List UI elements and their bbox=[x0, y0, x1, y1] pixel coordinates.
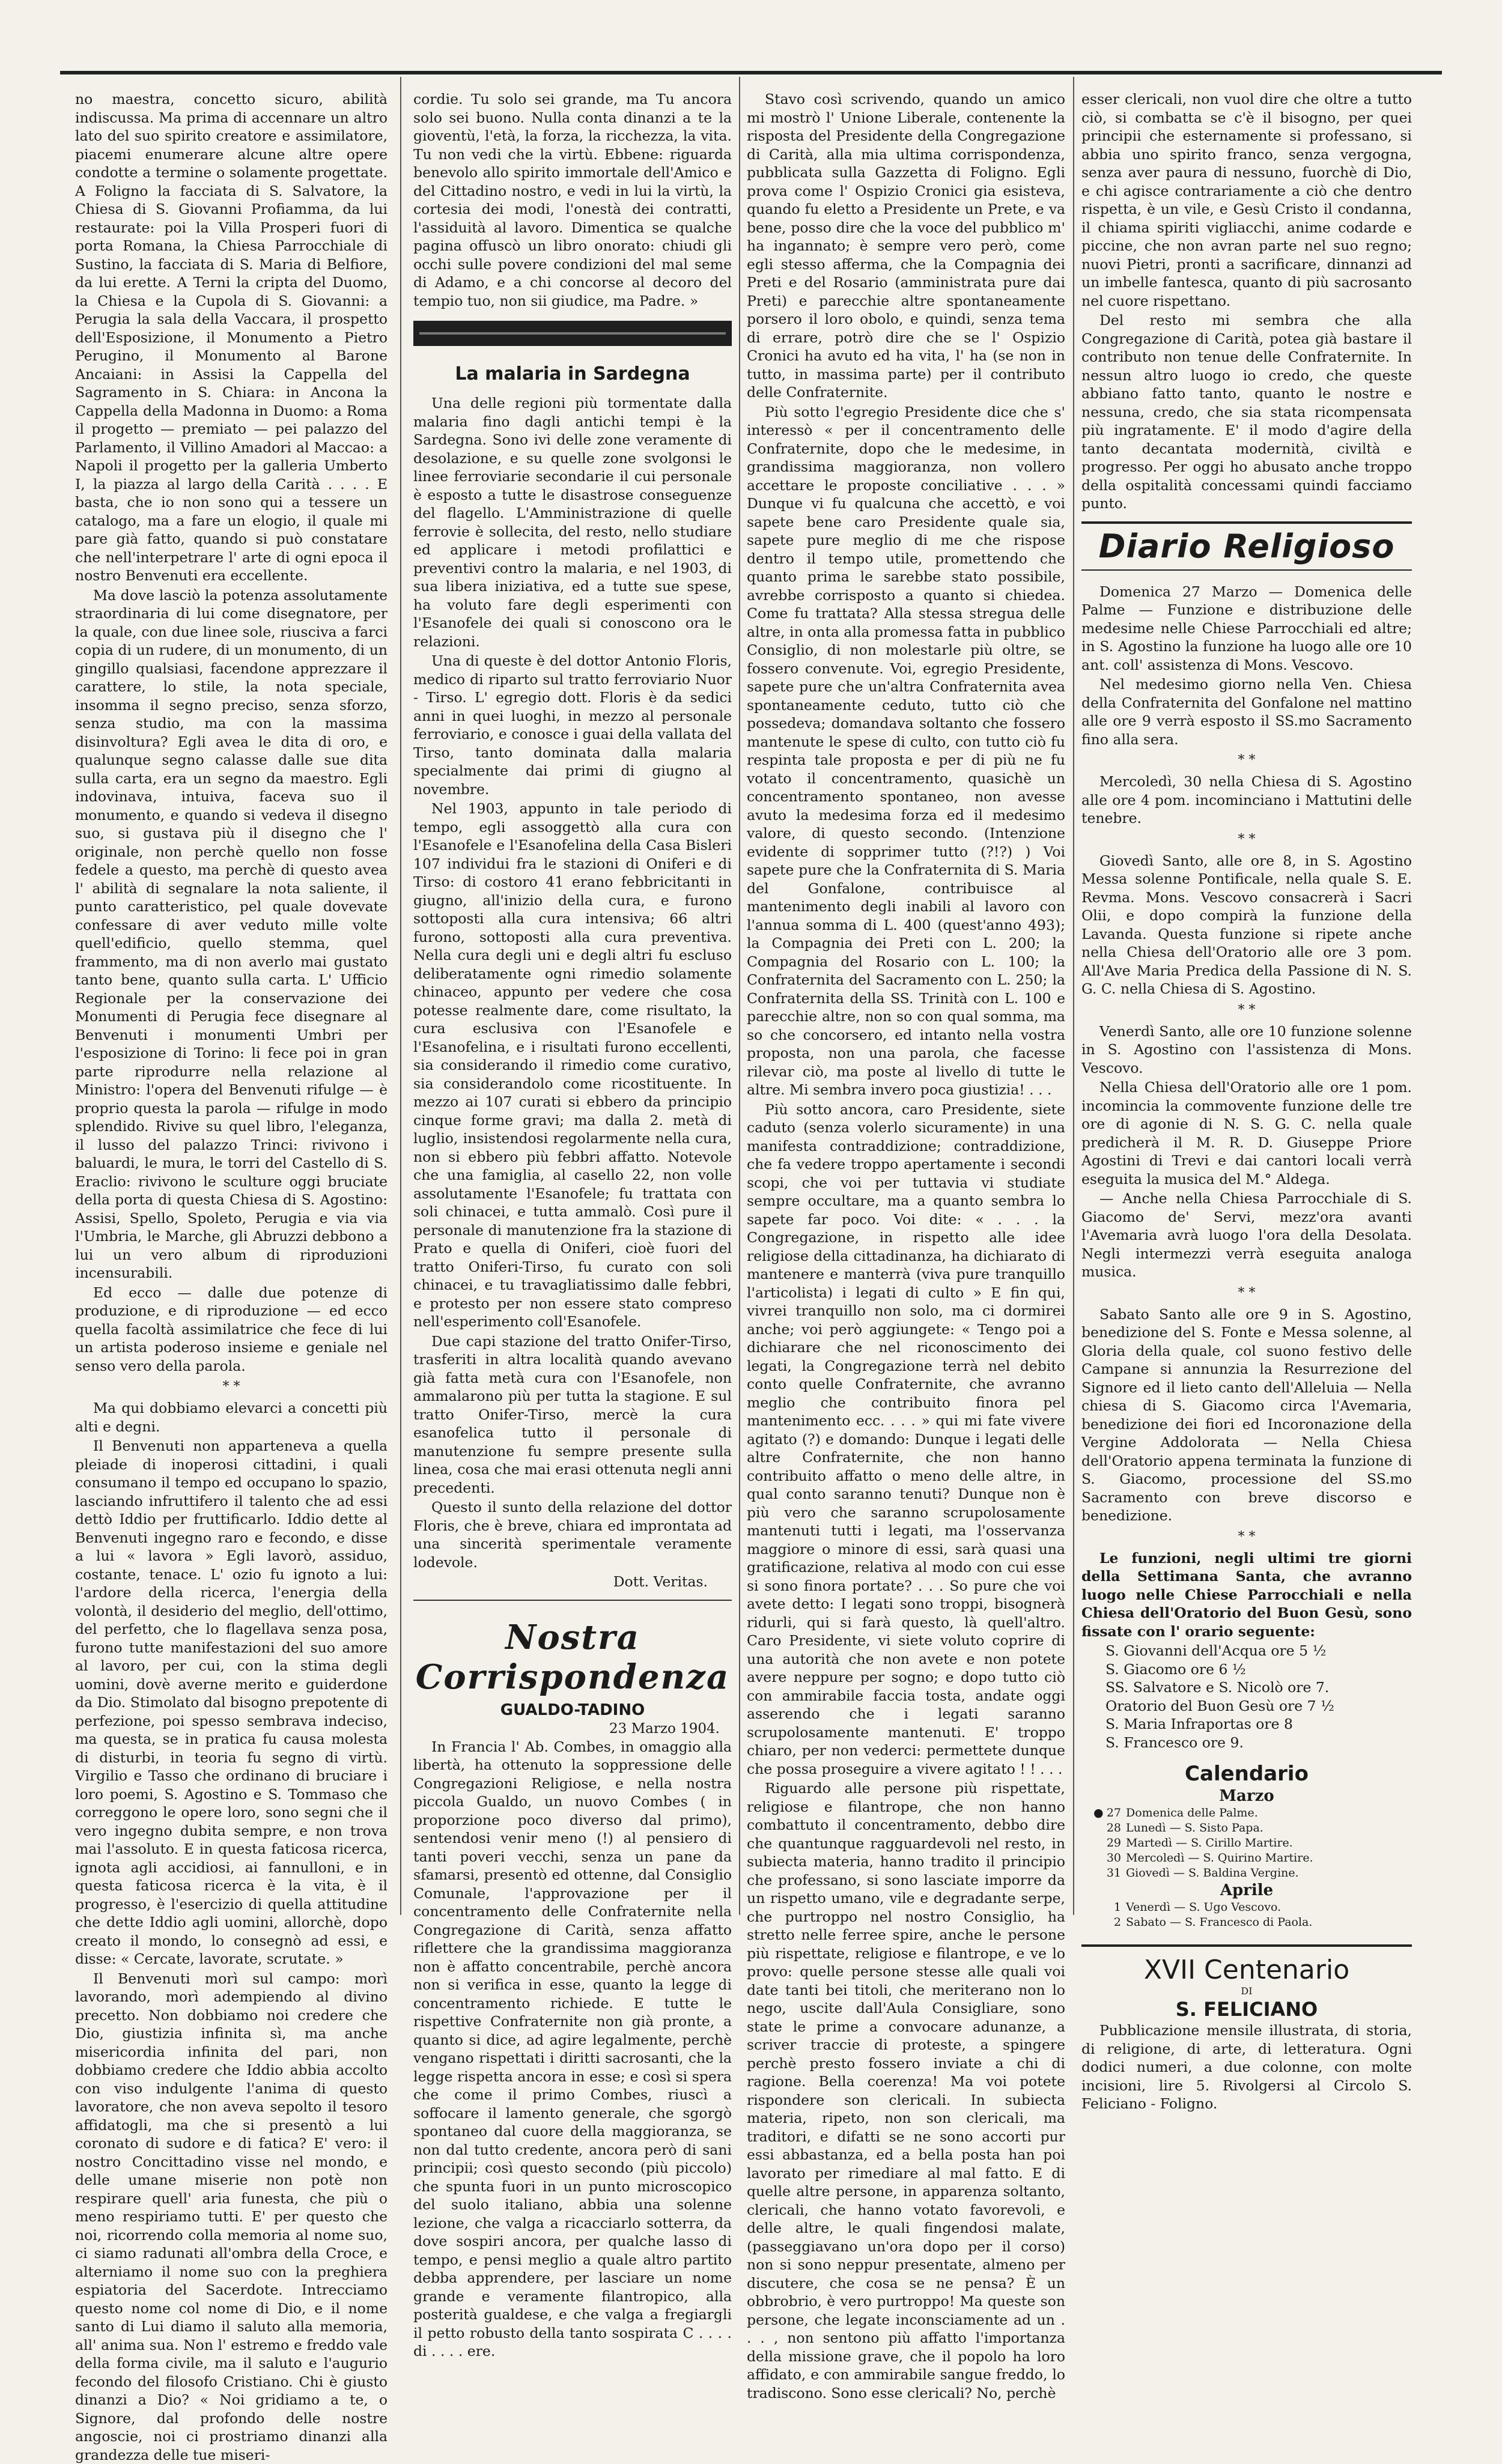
schedule-list bbox=[1081, 1642, 1412, 1752]
paragraph: Questo il sunto della relazione del dottor Floris, che è breve, chiara ed improntata ad una sincerità sperimentale veramente lodevole. bbox=[413, 1498, 732, 1571]
divider bbox=[413, 1600, 732, 1601]
section-separator: * * bbox=[1081, 1286, 1412, 1300]
dateline-place: GUALDO-TADINO bbox=[413, 1701, 732, 1720]
list-item: SS. Salvatore e S. Nicolò ore 7. bbox=[1105, 1678, 1412, 1697]
article-signature: Dott. Veritas. bbox=[413, 1573, 708, 1591]
list-item: 30 Mercoledì — S. Quirino Martire. bbox=[1093, 1851, 1412, 1866]
section-title: Nostra Corrispondenza bbox=[413, 1618, 732, 1697]
paragraph: Il Benvenuti morì sul campo: morì lavorando, morì adempiendo al divino precetto. Non dobbiamo noi credere che Dio, giustizia infinita sì, ma anche misericordia infinita del pari, non dobbiamo credere che Iddio abbia accolto con viso indulgente l'anima di questo lavoratore, che non aveva sepolto il tesoro affidatogli, ma che si presentò a lui coronato di sudore e di fatica? E' vero: il nostro Concittadino visse nel mondo, e delle umane miserie non potè non respirare quell' aria funesta, che più o meno respiriamo tutti. E' per questo che noi, ricorrendo colla memoria al nome suo, ci siamo radunati all'ombra della Croce, e alterniamo il nome suo con la preghiera espiatoria del Sacerdote. Intrecciamo questo nome col nome di Dio, e il nome santo di Lui diamo il saluto alla memoria, all' anima sua. Non l' estremo e freddo vale della forma civile, ma il saluto e l'augurio fecondo del filosofo Cristiano. Chi è giusto dinanzi a Dio? « Noi gridiamo a te, o Signore, dal profondo delle nostre angoscie, noi ci prostriamo dinanzi alla grandezza delle tue miseri- bbox=[75, 1970, 388, 2464]
paragraph: Venerdì Santo, alle ore 10 funzione solenne in S. Agostino con l'assistenza di Mons. Vescovo. bbox=[1081, 1022, 1412, 1078]
moon-phase-icon: ● bbox=[1093, 1806, 1103, 1821]
paragraph: Del resto mi sembra che alla Congregazione di Carità, potea già bastare il contributo non tenue delle Confraternite. In nessun altro luogo io credo, che queste abbiano fatto tanto, quanto le nostre e nessuna, credo, che sia stata ricompensata più ingratamente. E' il modo d'agire della tanto decantata modernità, civiltà e progresso. Per oggi ho abusato anche troppo della ospitalità concessami quindi facciamo punto. bbox=[1081, 311, 1412, 513]
column-rule bbox=[739, 77, 740, 1915]
list-item: Oratorio del Buon Gesù ore 7 ½ bbox=[1105, 1697, 1412, 1716]
centenary-name: S. FELICIANO bbox=[1081, 1997, 1412, 2021]
column-2 bbox=[413, 90, 732, 1916]
paragraph: Mercoledì, 30 nella Chiesa di S. Agostino alle ore 4 pom. incominciano i Mattutini delle tenebre. bbox=[1081, 772, 1412, 828]
article-title: La malaria in Sardegna bbox=[413, 363, 732, 386]
list-item: 31 Giovedì — S. Baldina Vergine. bbox=[1093, 1866, 1412, 1881]
paragraph: — Anche nella Chiesa Parrocchiale di S. Giacomo de' Servi, mezz'ora avanti l'Avemaria avrà luogo l'ora della Desolata. Negli intermezzi verrà eseguita analoga musica. bbox=[1081, 1189, 1412, 1281]
paragraph: Giovedì Santo, alle ore 8, in S. Agostino Messa solenne Pontificale, nella quale S. E. Revma. Mons. Vescovo consacrerà i Sacri Olii, e dopo compirà la funzione della Lavanda. Questa funzione si ripete anche nella Chiesa dell'Oratorio alle ore 3 pom. All'Ave Maria Predica della Passione di N. S. G. C. nella Chiesa di S. Agostino. bbox=[1081, 852, 1412, 998]
centenary-di: DI bbox=[1081, 1985, 1412, 1997]
calendar-title: Calendario bbox=[1081, 1761, 1412, 1786]
list-item: 1 Venerdì — S. Ugo Vescovo. bbox=[1093, 1900, 1412, 1915]
paragraph: cordie. Tu solo sei grande, ma Tu ancora solo sei buono. Nulla conta dinanzi a te la gioventù, l'età, la forza, la ricchezza, la vita. Tu non vedi che la virtù. Ebbene: riguarda benevolo allo spirito immortale dell'Amico e del Cittadino nostro, e vedi in lui la virtù, la cortesia dei modi, l'onestà dei contratti, l'assiduità al lavoro. Dimentica se qualche pagina offuscò un libro onorato: chiudi gli occhi sulle povere condizioni del mal seme di Adamo, e a chi concorse al decoro del tempio tuo, non sii giudice, ma Padre. » bbox=[413, 90, 732, 310]
paragraph: Una di queste è del dottor Antonio Floris, medico di riparto sul tratto ferroviario Nuor - Tirso. L' egregio dott. Floris è da sedici anni in quei luoghi, in mezzo al personale ferroviario, e conosce i guai della vallata del Tirso, tanto dominata dalla malaria specialmente dai primi di giugno al novembre. bbox=[413, 652, 732, 798]
column-4 bbox=[1081, 90, 1412, 1916]
paragraph: Stavo così scrivendo, quando un amico mi mostrò l' Unione Liberale, contenente la risposta del Presidente della Congregazione di Carità, alla mia ultima corrispondenza, pubblicata sulla Gazzetta di Foligno. Egli prova come l' Ospizio Cronici gia esisteva, quando fu eletto a Presidente un Prete, e va bene, posso dire che la voce del pubblico m' ha ingannato; è sempre vero però, come egli stesso afferma, che la Compagnia dei Preti e del Rosario (amministrata pure dai Preti) e parecchie altre spontaneamente porsero il loro obolo, e quindi, senza tema di errare, potrò dire che se l' Ospizio Cronici ha avuto ed ha vita, l' ha (se non in tutto, in massima parte) per il contributo delle Confraternite. bbox=[747, 90, 1065, 402]
paragraph: Due capi stazione del tratto Onifer-Tirso, trasferiti in altra località quando avevano già fatta metà cura con l'Esanofele, non ammalarono più per tutta la stagione. E sul tratto Onifer-Tirso, mercè la cura esanofelica tutto il personale di manutenzione fu sempre presente sulla linea, cosa che mai erasi ottenuta negli anni precedenti. bbox=[413, 1332, 732, 1498]
list-item: S. Francesco ore 9. bbox=[1105, 1734, 1412, 1752]
section-separator: * * bbox=[75, 1380, 388, 1394]
paragraph: esser clericali, non vuol dire che oltre a tutto ciò, si combatta se c'è il bisogno, per quei principii che esternamente si professano, si abbia uno spirito franco, senza vergogna, senza aver paura di nessuno, fuorchè di Dio, e chi agisce contrariamente a ciò che dentro rispetta, è un vile, e Gesù Cristo il condanna, il chiama spiriti vigliacchi, anime codarde e piccine, che non avran parte nel suo regno; nuovi Pietri, pronti a sacrificare, dinnanzi ad un imbelle fantesca, quanto di più sacrosanto nel cuore rispettano. bbox=[1081, 90, 1412, 310]
list-item: S. Giovanni dell'Acqua ore 5 ½ bbox=[1105, 1642, 1412, 1660]
paragraph: no maestra, concetto sicuro, abilità indiscussa. Ma prima di accennare un altro lato del suo spirito creatore e assimilatore, piacemi enumerare alcune altre opere condotte a termine o solamente progettate. A Foligno la facciata di S. Salvatore, la Chiesa di S. Giovanni Profiamma, da lui restaurate: poi la Villa Prosperi fuori di porta Romana, la Chiesa Parrocchiale di Sustino, la facciata di S. Maria di Belfiore, da lui erette. A Terni la cripta del Duomo, la Chiesa e la Cupola di S. Giovanni: a Perugia la sala della Vaccara, il prospetto dell'Esposizione, il Monumento a Pietro Perugino, il Monumento al Barone Ancaiani: in Assisi la Cappella del Sagramento in S. Chiara: in Ancona la Cappella della Madonna in Duomo: a Roma il progetto — premiato — pei palazzo del Parlamento, il Villino Amadori al Maccao: a Napoli il progetto per la galleria Umberto I, la piazza al largo della Carità . . . . E basta, che io non sono qui a tessere un catalogo, ma a fare un elogio, il quale mi pare già fatto, quando si può constatare che nell'interpetrare l' arte di ogni epoca il nostro Benvenuti era eccellente. bbox=[75, 90, 388, 585]
section-title: Diario Religioso bbox=[1081, 521, 1412, 571]
paragraph: Sabato Santo alle ore 9 in S. Agostino, benedizione del S. Fonte e Messa solenne, al Gloria della quale, col suono festivo delle Campane si annunzia la Resurrezione del Signore ed il lieto canto dell'Alleluia — Nella chiesa di S. Giacomo circa l'Avemaria, benedizione dei fiori ed Incoronazione della Vergine Addolorata — Nella Chiesa dell'Oratorio appena terminata la funzione di S. Giacomo, processione del SS.mo Sacramento con breve discorso e benedizione. bbox=[1081, 1305, 1412, 1525]
calendar-list bbox=[1081, 1806, 1412, 1881]
paragraph: Nel medesimo giorno nella Ven. Chiesa della Confraternita del Gonfalone nel mattino alle ore 9 verrà esposto il SS.mo Sacramento fino alla sera. bbox=[1081, 675, 1412, 748]
paragraph: In Francia l' Ab. Combes, in omaggio alla libertà, ha ottenuto la soppressione delle Congregazioni Religiose, e nella nostra piccola Gualdo, un nuovo Combes ( in proporzione poco diverso dal primo), sentendosi venir meno (!) al pensiero di tanti poveri vecchi, senza un pane da sfamarsi, presentò ed ottenne, dal Consiglio Comunale, l'approvazione per il concentramento delle Confraternite nella Congregazione di Carità, senza affatto riflettere che la grandissima maggioranza non è affatto concentrabile, perchè ancora non si verifica in esse, quanto la legge di concentramento richiede. E tutte le rispettive Confraternite non già pronte, a quanto si dice, ad agire legalmente, perchè vengano rispettati i diritti sacrosanti, che la legge rispetta ancora in esse; e così si spera che come il primo Combes, riuscì a soffocare il lamento generale, che sgorgò spontaneo dal cuore della maggioranza, se non dal tutto credente, ancora però di sani principii; così questo secondo (più piccolo) che spunta fuori in un punto microscopico del suolo italiano, abbia una solenne lezione, che valga a ricacciarlo sotterra, da dove sospiri ancora, per qualche lasso di tempo, e pensi meglio a quale altro partito debba apprendere, per lasciare un nome grande e veramente filantropico, alla posterità gualdese, e che valga a fregiargli il petto robusto della tanto sospirata C . . . . di . . . . ere. bbox=[413, 1738, 732, 2361]
paragraph: Una delle regioni più tormentate dalla malaria fino dagli antichi tempi è la Sardegna. Sono ivi delle zone veramente di desolazione, e su quelle zone svolgonsi le linee ferroviarie secondarie il cui personale è esposto a tutte le disastrose conseguenze del flagello. L'Amministrazione di quelle ferrovie è sollecita, del resto, nello studiare ed applicare i metodi profilattici e preventivi contro la malaria, e nel 1903, di sua libera iniziativa, ed a tutte sue spese, ha voluto fare degli esperimenti con l'Esanofele dei quali si conoscono ora le relazioni. bbox=[413, 394, 732, 651]
paragraph: Ma qui dobbiamo elevarci a concetti più alti e degni. bbox=[75, 1399, 388, 1436]
calendar-list bbox=[1081, 1900, 1412, 1930]
paragraph: Ed ecco — dalle due potenze di produzione, e di riproduzione — ed ecco quella facoltà assimilatrice che fece di lui un artista poderoso insieme e geniale nel senso vero della parola. bbox=[75, 1284, 388, 1376]
list-item: 2 Sabato — S. Francesco di Paola. bbox=[1093, 1915, 1412, 1930]
list-item: S. Maria Infraportas ore 8 bbox=[1105, 1715, 1412, 1734]
paragraph: Più sotto ancora, caro Presidente, siete caduto (senza volerlo sicuramente) in una manifesta contraddizione; contraddizione, che fa vedere troppo apertamente i secondi scopi, che voi per tuttavia vi studiate sempre occultare, ma a quanto sembra lo sapete far poco. Voi dite: « . . . la Congregazione, in rispetto alle idee religiose della cittadinanza, ha dichiarato di mantenere e manterrà (viva pure tranquillo l'articolista) i legati di culto » E fin qui, vivrei tranquillo non solo, ma ci dormirei anche; voi però aggiungete: « Tengo poi a dichiarare che nel riconoscimento dei legati, la Congregazione terrà nel debito conto quelle Confraternite, che avranno meglio che contribuito finora pel mantenimento ecc. . . . » qui mi fate vivere agitato (?) e domando: Dunque i legati delle altre Confraternite, che non hanno contribuito affatto o meno delle altre, in qual conto saranno tenuti? Dunque non è più vero che saranno scrupolosamente mantenuti tutti i legati, ma l'osservanza maggiore o minore di essi, sarà quasi una gratificazione, relativa al modo con cui esse si sono finora portate? . . . So pure che voi avete detto: I legati sono troppi, bisognerà ridurli, qui si farà questo, là quell'altro. Caro Presidente, vi siete voluto coprire di una autorità che non avete e non potete avere neppure per sogno; e dopo tutto ciò con ammirabile faccia tosta, andate oggi asserendo che i legati saranno scrupolosamente mantenuti. E' troppo chiaro, per non vederci: permettete dunque che possa proseguire a vivere agitato ! ! . . . bbox=[747, 1100, 1065, 1779]
list-item: ● 27 Domenica delle Palme. bbox=[1093, 1806, 1412, 1821]
paragraph: Più sotto l'egregio Presidente dice che s' interessò « per il concentramento delle Confraternite, dopo che le medesime, in grandissima maggioranza, non vollero accettare le proposte conciliative . . . » Dunque vi fu qualcuna che accettò, e voi sapete bene caro Presidente quale sia, sapete pure meglio di me che rispose dentro il tempo utile, promettendo che quanto prima le sarebbe stato possibile, avrebbe corrisposto a quanto si chiedea. Come fu trattata? Alla stessa stregua delle altre, in onta alla promessa fatta in pubblico Consiglio, di non molestarle più oltre, se fossero convenute. Voi, egregio Presidente, sapete pure che un'altra Confraternita avea spontaneamente ceduto, tutto ciò che possedeva; domandava soltanto che fossero mantenute le spese di culto, con tutto ciò fu respinta tale proposta e per di più ne fu votato il concentramento, quasichè un concentramento spontaneo, non avesse avuto la medesima forza ed il medesimo valore, di questo secondo. (Intenzione evidente di sopprimer tutto (?!?) ) Voi sapete pure che la Confraternita di S. Maria del Gonfalone, contribuisce al mantenimento degli inabili al lavoro con l'annua somma di L. 400 (quest'anno 493); la Compagnia dei Preti con L. 200; la Compagnia del Rosario con L. 100; la Confraternita del Sacramento con L. 250; la Confraternita della SS. Trinità con L. 100 e parecchie altre, non so con qual somma, ma so che concorsero, ed intanto nella vostra proposta, non una parola, che facesse rilevar ciò, ma poste al livello di tutte le altre. Mi sembra invero poca giustizia! . . . bbox=[747, 403, 1065, 1099]
paragraph: Riguardo alle persone più rispettate, religiose e filantrope, che non hanno combattuto il concentramento, debbo dire che quantunque ragguardevoli nel resto, in subiecta materia, hanno tradito il principio che professano, si sono lasciate imporre da un rispetto umano, vile e degradante serpe, che purtroppo nel nostro Consiglio, ha stretto nelle ferree spire, anche le persone più rispettate, religiose e filantrope, e ve lo provo: quelle persone stesse alle quali voi date tanti bei titoli, che meriterano non lo nego, uscite dall'Aula Consigliare, sono state le prime a convocare adunanze, a scriver traccie di proteste, a spingere perchè presto fossero inviate a chi di ragione. Bella coerenza! Ma voi potete rispondere son clericali. In subiecta materia, ripeto, non son clericali, ma traditori, e difatti se ne sono accorti pur essi abbastanza, ed a bella posta han poi lavorato per rimediare al mal fatto. E di quelle altre persone, in apparenza soltanto, clericali, che hanno votato favorevoli, e delle altre, le quali fingendosi malate, (passeggiavano un'ora dopo per il corso) non si sono neppur presentate, almeno per discutere, che cosa se ne pensa? È un obbrobrio, è vero purtroppo! Ma queste son persone, che legate inconsciamente ad un . . . , non sentono più affatto l'importanza della missione grave, che il popolo ha loro affidato, e con ammirabile sangue freddo, lo tradiscono. Sono esse clericali? No, perchè bbox=[747, 1779, 1065, 2402]
decorative-banner bbox=[413, 321, 732, 346]
centenary-title: XVII Centenario bbox=[1081, 1944, 1412, 1985]
column-rule bbox=[400, 77, 401, 1915]
section-separator: * * bbox=[1081, 753, 1412, 768]
section-separator: * * bbox=[1081, 1003, 1412, 1018]
month-label: Marzo bbox=[1081, 1786, 1412, 1806]
top-rule bbox=[60, 71, 1442, 74]
column-3 bbox=[747, 90, 1065, 1916]
section-separator: * * bbox=[1081, 1530, 1412, 1544]
month-label: Aprile bbox=[1081, 1881, 1412, 1900]
section-separator: * * bbox=[1081, 833, 1412, 847]
list-item: S. Giacomo ore 6 ½ bbox=[1105, 1660, 1412, 1679]
paragraph: Domenica 27 Marzo — Domenica delle Palme — Funzione e distribuzione delle medesime nelle Chiese Parrocchiali ed altre; in S. Agostino la funzione ha luogo alle ore 10 ant. coll' assistenza di Mons. Vescovo. bbox=[1081, 583, 1412, 675]
paragraph: Le funzioni, negli ultimi tre giorni della Settimana Santa, che avranno luogo nelle Chiese Parrocchiali e nella Chiesa dell'Oratorio del Buon Gesù, sono fissate con l' orario seguente: bbox=[1081, 1549, 1412, 1641]
list-item: 29 Martedì — S. Cirillo Martire. bbox=[1093, 1836, 1412, 1851]
paragraph: Ma dove lasciò la potenza assolutamente straordinaria di lui come disegnatore, per la quale, con due linee sole, riusciva a farci copia di un rudere, di un monumento, di un gingillo qualsiasi, facendone apprezzare il carattere, lo stile, la nota speciale, insomma il segno preciso, senza sforzo, senza studio, ma con la massima disinvoltura? Egli avea le dita di oro, e qualunque segno calasse dalle sue dita sulla carta, era un segno da maestro. Egli indovinava, intuiva, faceva suo il monumento, e quando si vedeva il disegno suo, si gustava più il disegno che l' originale, non perchè quello non fosse fedele a questo, ma perchè di questo avea l' abilità di segnalare la nota saliente, il punto caratteristico, pel quale dovevate confessare di aver veduto mille volte quell'edificio, quello stemma, quel frammento, ma di non averlo mai gustato tanto bene, quanto sulla carta. L' Ufficio Regionale per la conservazione dei Monumenti di Perugia fece disegnare al Benvenuti i monumenti Umbri per l'esposizione di Torino: li fece poi in gran parte riprodurre nella relazione al Ministro: l'opera del Benvenuti rifulge — è proprio questa la parola — rifulge in modo splendido. Rivive su quel libro, l'eleganza, il lusso del palazzo Trinci: rivivono i baluardi, le mura, le torri del Castello di S. Eraclio: rivivono le sculture oggi bruciate della porta di questa Chiesa di S. Agostino: Assisi, Spello, Spoleto, Perugia e via via l'Umbria, le Marche, gli Abruzzi debbono a lui un vero album di riproduzioni incensurabili. bbox=[75, 586, 388, 1282]
list-item: 28 Lunedì — S. Sisto Papa. bbox=[1093, 1821, 1412, 1836]
column-rule bbox=[1073, 77, 1074, 1915]
paragraph: Il Benvenuti non apparteneva a quella pleiade di inoperosi cittadini, i quali consumano il tempo ed occupano lo spazio, lasciando infruttifero il talento che ad essi dettò Iddio per fruttificarlo. Iddio dette al Benvenuti ingegno raro e fecondo, e disse a lui « lavora » Egli lavorò, assiduo, costante, tenace. L' ozio fu ignoto a lui: l'ardore della ricerca, l'energia della volontà, il desiderio del meglio, dell'ottimo, del perfetto, che lo flagellava senza posa, furono tutte manifestazioni del suo amore al lavoro, per cui, con la stima degli uomini, dovè averne merito e guiderdone da Dio. Stimolato dal bisogno prepotente di perfezione, poi spesso sembrava indeciso, ma questa, se in pratica fu causa molesta di disturbi, in teoria fu segno di virtù. Virgilio e Tasso che ordinano di bruciare i loro poemi, S. Agostino e S. Tommaso che correggono le opere loro, sono segni che il vero ingegno dubita sempre, e non trova mai l'assoluto. E in questa faticosa ricerca, ignota agli accidiosi, ai fannulloni, e in questa faticosa ricerca è la vita, è il progresso, è l'esercizio di quella attitudine che dette Iddio agli uomini, allorchè, dopo creato il mondo, lo consegnò ad essi, e disse: « Cercate, lavorate, scrutate. » bbox=[75, 1437, 388, 1968]
paragraph: Nella Chiesa dell'Oratorio alle ore 1 pom. incomincia la commovente funzione delle tre ore di agonie di N. S. G. C. nella quale predicherà il M. R. D. Giuseppe Priore Agostini di Trevi e dai cantori locali verrà eseguita la musica del M.° Aldega. bbox=[1081, 1078, 1412, 1188]
paragraph: Nel 1903, appunto in tale periodo di tempo, egli assoggettò alla cura con l'Esanofele e l'Esanofelina della Casa Bisleri 107 individui fra le stazioni di Oniferi e di Tirso: di costoro 41 erano febbricitanti in giugno, all'inizio della cura, e furono sottoposti alla cura intensiva; 66 altri furono, sottoposti alla cura preventiva. Nella cura degli uni e degli altri fu escluso deliberatamente ogni rimedio solamente chinaceo, appunto per vedere che cosa potesse realmente dare, come risultato, la cura esclusiva con l'Esanofele e l'Esanofelina, e i risultati furono eccellenti, sia considerando il rimedio come curativo, sia considerandolo come ricostituente. In mezzo ai 107 curati si ebbero da principio cinque forme gravi; ma dalla 2. metà di luglio, insistendosi regolarmente nella cura, non si ebbero più febbri affatto. Notevole che una famiglia, al casello 22, non volle assolutamente l'Esanofele; fu trattata con soli chinacei, e tutta ammalò. Così pure il personale di manutenzione fra la stazione di Prato e quella di Oniferi, cioè fuori del tratto Oniferi-Tirso, fu curato con soli chinacei, e tu travagliatissimo dalle febbri, e protesto per non essere stato compreso nell'esperimento coll'Esanofele. bbox=[413, 800, 732, 1331]
paragraph: Pubblicazione mensile illustrata, di storia, di religione, di arte, di letteratura. Ogni dodici numeri, a due colonne, con molte incisioni, lire 5. Rivolgersi al Circolo S. Feliciano - Foligno. bbox=[1081, 2021, 1412, 2113]
dateline-date: 23 Marzo 1904. bbox=[413, 1720, 720, 1738]
column-1 bbox=[75, 90, 388, 1916]
